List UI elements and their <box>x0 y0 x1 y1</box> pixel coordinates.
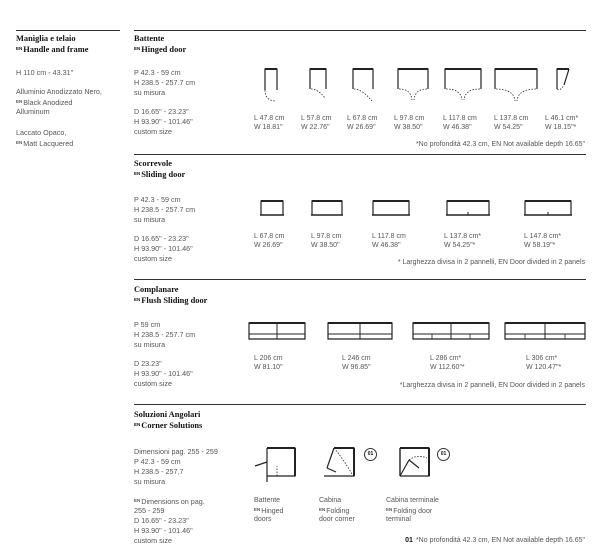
corner-item-2-en: $^{EN}$Folding <box>319 507 350 515</box>
corner-spec-pages-range: 255 - 259 <box>134 506 165 515</box>
hinged-title-en: $^{EN}$Hinged door <box>134 45 187 54</box>
hinged-spec-custom-en: custom size <box>134 127 172 136</box>
hinged-dim-w-2: W 22.76" <box>301 124 330 131</box>
hinged-door-137-icon <box>494 68 538 102</box>
corner-item-1-en: $^{EN}$Hinged <box>254 507 284 515</box>
corner-title-en: $^{EN}$Corner Solutions <box>134 421 203 430</box>
sliding-title-en: $^{EN}$Sliding door <box>134 170 186 179</box>
flush-spec-depth: P 59 cm <box>134 320 161 329</box>
flush-spec-custom: su misura <box>134 340 166 349</box>
sliding-door-137-icon <box>446 200 490 216</box>
sliding-spec-depth-in: D 16.65" - 23.23" <box>134 234 189 243</box>
flush-spec-height: H 238.5 - 257.7 cm <box>134 330 196 339</box>
hinged-top-rule <box>134 30 586 31</box>
flush-dim-w-1: W 81.10" <box>254 364 283 371</box>
finish-1-it: Alluminio Anodizzato Nero, <box>16 87 102 96</box>
hinged-door-117-icon <box>444 68 482 102</box>
sliding-dim-l-5: L 147.8 cm* <box>524 233 562 240</box>
flush-door-246-icon <box>327 322 393 340</box>
finish-1-en: $^{EN}$Black Anodized <box>16 98 73 107</box>
sliding-dim-w-4: W 54.25"* <box>444 242 476 249</box>
flush-dim-l-1: L 206 cm <box>254 355 283 362</box>
hinged-door-46-icon <box>556 68 570 96</box>
handle-frame-title-en: $^{EN}$Handle and frame <box>16 45 89 54</box>
corner-item-2-en2: door corner <box>319 516 355 523</box>
hinged-door-67-icon <box>352 68 374 102</box>
corner-spec-depth-in: D 16.65" - 23.23" <box>134 516 189 525</box>
corner-spec-custom: su misura <box>134 477 166 486</box>
hinged-dim-l-1: L 47.8 cm <box>254 115 285 122</box>
flush-dim-l-2: L 246 cm <box>342 355 371 362</box>
hinged-dim-l-7: L 46.1 cm* <box>545 115 579 122</box>
sliding-dim-l-2: L 97.8 cm <box>311 233 342 240</box>
sliding-dim-w-3: W 46.38" <box>372 242 401 249</box>
left-top-rule <box>16 30 120 31</box>
finish-1-en-2: Alluminum <box>16 107 50 116</box>
flush-door-206-icon <box>248 322 306 340</box>
hinged-dim-l-2: L 57.8 cm <box>301 115 332 122</box>
hinged-dim-w-3: W 26.69" <box>347 124 376 131</box>
sliding-door-117-icon <box>372 200 410 216</box>
corner-spec-depth: P 42.3 - 59 cm <box>134 457 181 466</box>
hinged-spec-depth-in: D 16.65" - 23.23" <box>134 107 189 116</box>
corner-spec-height: H 238.5 - 257.7 <box>134 467 184 476</box>
corner-spec-custom-en: custom size <box>134 536 172 545</box>
finish-2-it: Laccato Opaco, <box>16 128 67 137</box>
sliding-spec-custom: su misura <box>134 215 166 224</box>
corner-top-rule <box>134 404 586 405</box>
corner-spec-pages-en: $^{EN}$Dimensions on pag. <box>134 497 205 506</box>
corner-item-2-it: Cabina <box>319 497 342 504</box>
sliding-dim-w-5: W 58.19"* <box>524 242 556 249</box>
corner-terminal-icon <box>397 446 431 478</box>
hinged-dim-w-4: W 38.50" <box>394 124 423 131</box>
hinged-door-97-icon <box>397 68 429 102</box>
sliding-dim-w-2: W 38.50" <box>311 242 340 249</box>
corner-title-it: Soluzioni Angolari <box>134 410 201 419</box>
flush-dim-w-2: W 96.85" <box>342 364 371 371</box>
hinged-spec-height: H 238.5 - 257.7 cm <box>134 78 196 87</box>
corner-item-1-en2: doors <box>254 516 272 523</box>
hinged-dim-w-5: W 46.38" <box>443 124 472 131</box>
corner-spec-pages: Dimensioni pag. 255 - 259 <box>134 447 218 456</box>
corner-terminal-badge: 01 <box>437 448 450 461</box>
hinged-dim-w-6: W 54.25" <box>494 124 523 131</box>
corner-item-1-it: Battente <box>254 497 281 504</box>
sliding-door-67-icon <box>260 200 284 216</box>
corner-folding-icon <box>322 446 356 478</box>
flush-note: *Larghezza divisa in 2 pannelli, EN Door divided in 2 panels <box>399 382 585 389</box>
hinged-dim-l-5: L 117.8 cm <box>443 115 477 122</box>
flush-title-en: $^{EN}$Flush Sliding door <box>134 296 208 305</box>
hinged-spec-height-in: H 93.90" - 101.46" <box>134 117 193 126</box>
flush-spec-depth-in: D 23.23" <box>134 359 162 368</box>
hinged-spec-depth: P 42.3 - 59 cm <box>134 68 181 77</box>
flush-top-rule <box>134 279 586 280</box>
hinged-dim-l-6: L 137.8 cm <box>494 115 529 122</box>
corner-note: 01 *No profondità 42.3 cm, EN Not available depth 16.65" <box>405 537 585 544</box>
corner-spec-height-in: H 93.90" - 101.46" <box>134 526 193 535</box>
hinged-dim-l-3: L 67.8 cm <box>347 115 378 122</box>
flush-dim-w-3: W 112.60"* <box>430 364 465 371</box>
corner-item-3-en: $^{EN}$Folding door <box>386 507 433 515</box>
sliding-title-it: Scorrevole <box>134 159 172 168</box>
flush-dim-l-4: L 306 cm* <box>526 355 558 362</box>
handle-frame-title-it: Maniglia e telaio <box>16 34 76 43</box>
flush-dim-l-3: L 286 cm* <box>430 355 462 362</box>
corner-item-3-en2: terminal <box>386 516 411 523</box>
sliding-note: * Larghezza divisa in 2 pannelli, EN Door divided in 2 panels <box>397 259 585 266</box>
sliding-door-147-icon <box>524 200 572 216</box>
sliding-spec-height: H 238.5 - 257.7 cm <box>134 205 196 214</box>
hinged-title-it: Battente <box>134 34 165 43</box>
sliding-dim-w-1: W 26.69" <box>254 242 283 249</box>
sliding-dim-l-3: L 117.8 cm <box>372 233 406 240</box>
hinged-door-47-icon <box>264 68 278 102</box>
sliding-dim-l-1: L 67.8 cm <box>254 233 285 240</box>
handle-height: H 110 cm - 43.31" <box>16 68 74 77</box>
sliding-spec-height-in: H 93.90" - 101.46" <box>134 244 193 253</box>
flush-dim-w-4: W 120.47"* <box>526 364 562 371</box>
corner-item-3-it: Cabina terminale <box>386 497 439 504</box>
flush-title-it: Complanare <box>134 285 179 294</box>
hinged-dim-l-4: L 97.8 cm <box>394 115 425 122</box>
hinged-spec-custom: su misura <box>134 88 166 97</box>
sliding-spec-custom-en: custom size <box>134 254 172 263</box>
corner-hinged-icon <box>253 446 297 484</box>
flush-spec-height-in: H 93.90" - 101.46" <box>134 369 193 378</box>
flush-spec-custom-en: custom size <box>134 379 172 388</box>
sliding-dim-l-4: L 137.8 cm* <box>444 233 482 240</box>
hinged-dim-w-7: W 18.15"* <box>545 124 577 131</box>
flush-door-286-icon <box>412 322 490 340</box>
hinged-door-57-icon <box>309 68 327 102</box>
hinged-note: *No profondità 42.3 cm, EN Not available depth 16.65" <box>415 141 585 148</box>
finish-2-en: $^{EN}$Matt Lacquered <box>16 139 74 148</box>
corner-folding-badge: 01 <box>364 448 377 461</box>
sliding-top-rule <box>134 154 586 155</box>
sliding-door-97-icon <box>311 200 343 216</box>
hinged-dim-w-1: W 18.81" <box>254 124 283 131</box>
flush-door-306-icon <box>504 322 586 340</box>
sliding-spec-depth: P 42.3 - 59 cm <box>134 195 181 204</box>
